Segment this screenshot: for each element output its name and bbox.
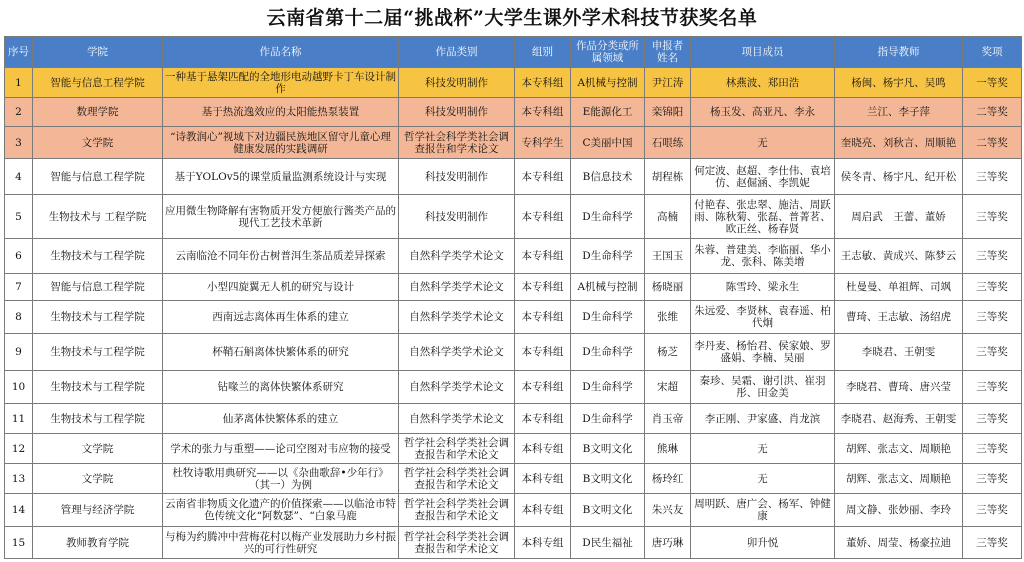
table-row bbox=[5, 371, 1022, 404]
cell-group: 专科学生 bbox=[515, 127, 571, 159]
cell-college: 智能与信息工程学院 bbox=[33, 159, 163, 195]
header-no: 序号 bbox=[5, 37, 33, 68]
cell-applicant: 杨芝 bbox=[645, 334, 691, 371]
cell-field: B文明文化 bbox=[571, 434, 645, 464]
cell-award: 三等奖 bbox=[963, 404, 1022, 434]
header-category: 作品类别 bbox=[399, 37, 515, 68]
cell-work: 基于YOLOv5的课堂质量监测系统设计与实现 bbox=[163, 159, 399, 195]
cell-members: 朱远爱、李贤林、袁春遥、柏代炯 bbox=[691, 301, 835, 334]
cell-college: 生物技术与工程学院 bbox=[33, 239, 163, 274]
cell-category: 科技发明制作 bbox=[399, 68, 515, 98]
cell-applicant: 高楠 bbox=[645, 195, 691, 239]
cell-category: 科技发明制作 bbox=[399, 195, 515, 239]
header-applicant: 申报者姓名 bbox=[645, 37, 691, 68]
cell-college: 管理与经济学院 bbox=[33, 494, 163, 527]
cell-members: 无 bbox=[691, 127, 835, 159]
cell-field: D生命科学 bbox=[571, 239, 645, 274]
cell-no: 10 bbox=[5, 371, 33, 404]
cell-award: 二等奖 bbox=[963, 98, 1022, 127]
header-teachers: 指导教师 bbox=[835, 37, 963, 68]
table-row bbox=[5, 195, 1022, 239]
cell-college: 生物技术与工程学院 bbox=[33, 334, 163, 371]
cell-college: 教师教育学院 bbox=[33, 527, 163, 559]
cell-no: 9 bbox=[5, 334, 33, 371]
cell-group: 本科专组 bbox=[515, 527, 571, 559]
table-row bbox=[5, 404, 1022, 434]
cell-no: 6 bbox=[5, 239, 33, 274]
cell-college: 智能与信息工程学院 bbox=[33, 274, 163, 301]
cell-applicant: 尹江涛 bbox=[645, 68, 691, 98]
cell-teachers: 奎晓亮、刘秋言、周顺艳 bbox=[835, 127, 963, 159]
cell-group: 本专科组 bbox=[515, 274, 571, 301]
award-table bbox=[4, 36, 1022, 559]
cell-members: 无 bbox=[691, 464, 835, 494]
table-row bbox=[5, 159, 1022, 195]
cell-field: D生命科学 bbox=[571, 404, 645, 434]
header-work: 作品名称 bbox=[163, 37, 399, 68]
cell-field: C美丽中国 bbox=[571, 127, 645, 159]
cell-award: 三等奖 bbox=[963, 301, 1022, 334]
table-row bbox=[5, 464, 1022, 494]
cell-category: 哲学社会科学类社会调查报告和学术论文 bbox=[399, 434, 515, 464]
cell-award: 三等奖 bbox=[963, 434, 1022, 464]
cell-members: 陈雪玲、梁永生 bbox=[691, 274, 835, 301]
cell-work: 杜牧诗歌用典研究——以《杂曲歌辞•少年行》（其一）为例 bbox=[163, 464, 399, 494]
cell-work: 云南临沧不同年份古树普洱生茶品质差异探索 bbox=[163, 239, 399, 274]
cell-group: 本专科组 bbox=[515, 159, 571, 195]
document-title: 云南省第十二届“挑战杯”大学生课外学术科技节获奖名单 bbox=[266, 7, 758, 29]
cell-no: 12 bbox=[5, 434, 33, 464]
cell-work: 西南远志离体再生体系的建立 bbox=[163, 301, 399, 334]
cell-members: 林燕波、郑田浩 bbox=[691, 68, 835, 98]
cell-work: 仙茅离体快繁体系的建立 bbox=[163, 404, 399, 434]
cell-applicant: 王国玉 bbox=[645, 239, 691, 274]
cell-award: 三等奖 bbox=[963, 464, 1022, 494]
cell-no: 1 bbox=[5, 68, 33, 98]
cell-teachers: 侯冬青、杨宇凡、纪开松 bbox=[835, 159, 963, 195]
cell-work: 钻喙兰的离体快繁体系研究 bbox=[163, 371, 399, 404]
cell-college: 数理学院 bbox=[33, 98, 163, 127]
cell-applicant: 朱兴友 bbox=[645, 494, 691, 527]
cell-field: D民生福祉 bbox=[571, 527, 645, 559]
cell-field: B文明文化 bbox=[571, 464, 645, 494]
cell-category: 自然科学类学术论文 bbox=[399, 239, 515, 274]
cell-work: 杯鞘石斛离体快繁体系的研究 bbox=[163, 334, 399, 371]
cell-work: 基于热流逸效应的太阳能热泵装置 bbox=[163, 98, 399, 127]
cell-group: 本科专组 bbox=[515, 464, 571, 494]
cell-group: 本专科组 bbox=[515, 334, 571, 371]
cell-members: 李丹麦、杨怡君、侯家娘、罗盛娟、李楠、吴丽 bbox=[691, 334, 835, 371]
cell-field: D生命科学 bbox=[571, 195, 645, 239]
cell-applicant: 唐巧琳 bbox=[645, 527, 691, 559]
cell-category: 哲学社会科学类社会调查报告和学术论文 bbox=[399, 527, 515, 559]
cell-teachers: 李晓君、王朝雯 bbox=[835, 334, 963, 371]
cell-members: 秦珍、吴霜、谢引洪、崔羽彤、田金美 bbox=[691, 371, 835, 404]
cell-teachers: 李晓君、曹琦、唐兴莹 bbox=[835, 371, 963, 404]
cell-award: 三等奖 bbox=[963, 239, 1022, 274]
cell-group: 本专科组 bbox=[515, 371, 571, 404]
cell-category: 哲学社会科学类社会调查报告和学术论文 bbox=[399, 127, 515, 159]
cell-field: A机械与控制 bbox=[571, 274, 645, 301]
cell-teachers: 杨闽、杨宇凡、吴鸣 bbox=[835, 68, 963, 98]
cell-category: 科技发明制作 bbox=[399, 98, 515, 127]
cell-members: 杨玉发、高亚凡、李永 bbox=[691, 98, 835, 127]
cell-award: 三等奖 bbox=[963, 494, 1022, 527]
cell-award: 三等奖 bbox=[963, 371, 1022, 404]
header-group: 组别 bbox=[515, 37, 571, 68]
cell-award: 三等奖 bbox=[963, 274, 1022, 301]
cell-group: 本科专组 bbox=[515, 434, 571, 464]
cell-award: 二等奖 bbox=[963, 127, 1022, 159]
table-row bbox=[5, 494, 1022, 527]
cell-work: 与梅为约腾冲中营梅花村以梅产业发展助力乡村振兴的可行性研究 bbox=[163, 527, 399, 559]
cell-group: 本专科组 bbox=[515, 239, 571, 274]
header-field: 作品分类或所属领域 bbox=[571, 37, 645, 68]
cell-members: 无 bbox=[691, 434, 835, 464]
cell-field: E能源化工 bbox=[571, 98, 645, 127]
cell-work: 应用微生物降解有害物质开发方便旅行酱类产品的现代工艺技术革新 bbox=[163, 195, 399, 239]
cell-category: 哲学社会科学类社会调查报告和学术论文 bbox=[399, 464, 515, 494]
table-header-row bbox=[5, 37, 1022, 68]
cell-applicant: 杨晓丽 bbox=[645, 274, 691, 301]
cell-college: 智能与信息工程学院 bbox=[33, 68, 163, 98]
cell-college: 生物技术与 工程学院 bbox=[33, 195, 163, 239]
cell-applicant: 胡程栋 bbox=[645, 159, 691, 195]
cell-members: 周明跃、唐广会、杨军、钟健康 bbox=[691, 494, 835, 527]
cell-members: 付艳春、张忠翠、施洁、周跃雨、陈秋菊、张磊、普菁茗、欧正丝、杨春贤 bbox=[691, 195, 835, 239]
cell-category: 自然科学类学术论文 bbox=[399, 334, 515, 371]
cell-group: 本专科组 bbox=[515, 195, 571, 239]
cell-award: 三等奖 bbox=[963, 195, 1022, 239]
cell-no: 3 bbox=[5, 127, 33, 159]
cell-no: 7 bbox=[5, 274, 33, 301]
cell-category: 哲学社会科学类社会调查报告和学术论文 bbox=[399, 494, 515, 527]
table-row bbox=[5, 239, 1022, 274]
cell-no: 4 bbox=[5, 159, 33, 195]
cell-category: 自然科学类学术论文 bbox=[399, 371, 515, 404]
cell-category: 自然科学类学术论文 bbox=[399, 274, 515, 301]
cell-field: D生命科学 bbox=[571, 334, 645, 371]
cell-teachers: 周文静、张妙丽、李玲 bbox=[835, 494, 963, 527]
cell-no: 5 bbox=[5, 195, 33, 239]
cell-college: 文学院 bbox=[33, 127, 163, 159]
cell-award: 一等奖 bbox=[963, 68, 1022, 98]
cell-college: 生物技术与工程学院 bbox=[33, 301, 163, 334]
cell-field: B信息技术 bbox=[571, 159, 645, 195]
cell-award: 三等奖 bbox=[963, 527, 1022, 559]
cell-teachers: 胡辉、张志文、周顺艳 bbox=[835, 464, 963, 494]
cell-no: 2 bbox=[5, 98, 33, 127]
table-body bbox=[5, 68, 1022, 559]
cell-members: 何定波、赵超、李仕伟、袁培仿、赵倔涵、李凯妮 bbox=[691, 159, 835, 195]
cell-field: B文明文化 bbox=[571, 494, 645, 527]
cell-no: 15 bbox=[5, 527, 33, 559]
cell-teachers: 曹琦、王志敏、汤绍虎 bbox=[835, 301, 963, 334]
header-college: 学院 bbox=[33, 37, 163, 68]
cell-college: 文学院 bbox=[33, 434, 163, 464]
cell-teachers: 李晓君、赵海秀、王朝雯 bbox=[835, 404, 963, 434]
cell-no: 8 bbox=[5, 301, 33, 334]
cell-applicant: 张维 bbox=[645, 301, 691, 334]
cell-category: 自然科学类学术论文 bbox=[399, 301, 515, 334]
cell-no: 13 bbox=[5, 464, 33, 494]
cell-applicant: 杨玲红 bbox=[645, 464, 691, 494]
cell-teachers: 周启武 王蕾、董娇 bbox=[835, 195, 963, 239]
table-row bbox=[5, 301, 1022, 334]
cell-field: D生命科学 bbox=[571, 301, 645, 334]
header-award: 奖项 bbox=[963, 37, 1022, 68]
table-row bbox=[5, 274, 1022, 301]
cell-applicant: 石哏练 bbox=[645, 127, 691, 159]
cell-members: 李正刚、尹家盛、肖龙滨 bbox=[691, 404, 835, 434]
cell-teachers: 兰江、李子萍 bbox=[835, 98, 963, 127]
cell-field: A机械与控制 bbox=[571, 68, 645, 98]
cell-group: 本专科组 bbox=[515, 301, 571, 334]
cell-college: 文学院 bbox=[33, 464, 163, 494]
table-row bbox=[5, 334, 1022, 371]
cell-applicant: 宋超 bbox=[645, 371, 691, 404]
cell-applicant: 肖玉帝 bbox=[645, 404, 691, 434]
cell-applicant: 栾锦阳 bbox=[645, 98, 691, 127]
cell-no: 11 bbox=[5, 404, 33, 434]
cell-category: 科技发明制作 bbox=[399, 159, 515, 195]
cell-group: 本科专组 bbox=[515, 494, 571, 527]
cell-teachers: 杜曼曼、单祖辉、司飒 bbox=[835, 274, 963, 301]
cell-group: 本专科组 bbox=[515, 68, 571, 98]
cell-group: 本专科组 bbox=[515, 404, 571, 434]
table-row bbox=[5, 527, 1022, 559]
cell-work: 学术的张力与重塑——论司空图对韦应物的接受 bbox=[163, 434, 399, 464]
cell-award: 三等奖 bbox=[963, 159, 1022, 195]
cell-work: 云南省非物质文化遗产的价值探索——以临沧市特色传统文化“阿数瑟”、“白象马鹿 bbox=[163, 494, 399, 527]
cell-members: 卯升悦 bbox=[691, 527, 835, 559]
header-members: 项目成员 bbox=[691, 37, 835, 68]
cell-work: 一种基于悬架匹配的全地形电动越野卡丁车设计制作 bbox=[163, 68, 399, 98]
table-row bbox=[5, 68, 1022, 98]
cell-teachers: 胡辉、张志文、周顺艳 bbox=[835, 434, 963, 464]
cell-college: 生物技术与工程学院 bbox=[33, 371, 163, 404]
cell-applicant: 熊琳 bbox=[645, 434, 691, 464]
table-row bbox=[5, 434, 1022, 464]
cell-no: 14 bbox=[5, 494, 33, 527]
table-row bbox=[5, 98, 1022, 127]
cell-group: 本专科组 bbox=[515, 98, 571, 127]
cell-work: 小型四旋翼无人机的研究与设计 bbox=[163, 274, 399, 301]
cell-college: 生物技术与工程学院 bbox=[33, 404, 163, 434]
cell-award: 三等奖 bbox=[963, 334, 1022, 371]
cell-teachers: 王志敏、黄成兴、陈梦云 bbox=[835, 239, 963, 274]
cell-teachers: 董娇、周莹、杨豪拉迪 bbox=[835, 527, 963, 559]
cell-field: D生命科学 bbox=[571, 371, 645, 404]
cell-work: “诗教润心”视域下对边疆民族地区留守儿童心理健康发展的实践调研 bbox=[163, 127, 399, 159]
table-row bbox=[5, 127, 1022, 159]
cell-members: 朱蓉、普建美、李临丽、华小龙、张科、陈美增 bbox=[691, 239, 835, 274]
cell-category: 自然科学类学术论文 bbox=[399, 404, 515, 434]
